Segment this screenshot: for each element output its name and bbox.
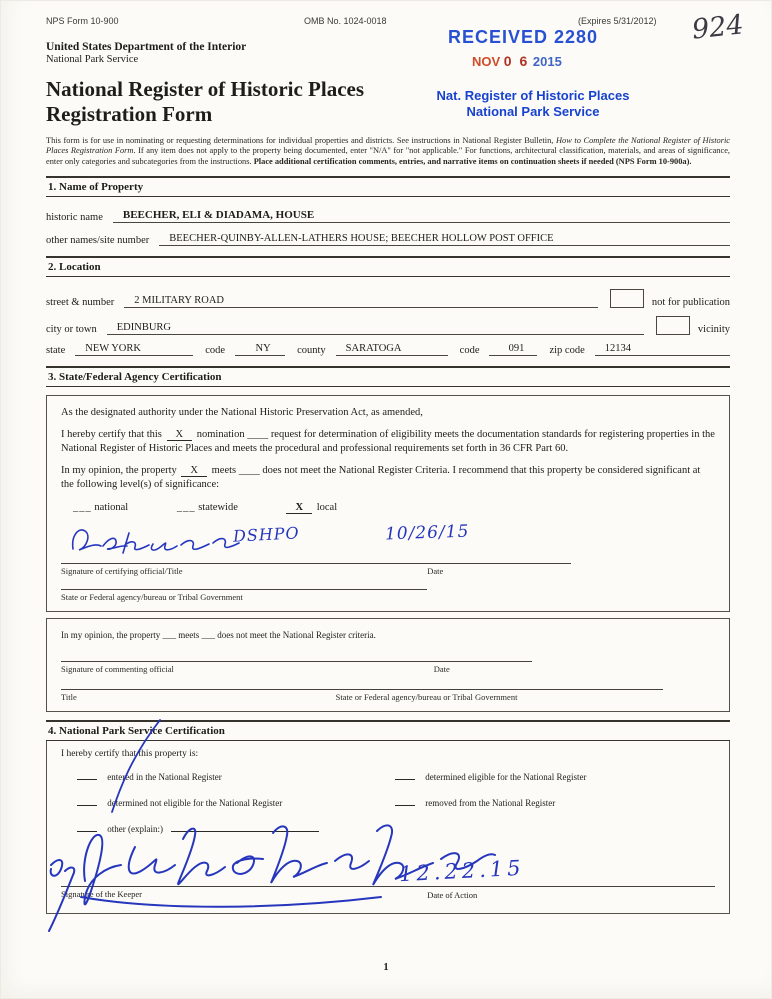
county-code-label: code bbox=[459, 344, 480, 356]
county-value: SARATOGA bbox=[336, 343, 448, 356]
handwritten-certifier-title: DSHPO bbox=[232, 522, 301, 546]
option-other-label: other (explain:) bbox=[107, 823, 163, 834]
city-value: EDINBURG bbox=[107, 322, 644, 335]
section-4 bbox=[46, 720, 730, 914]
certification-statement: I hereby certify that this X nomination ____ request for determination of eligibility meets the documentation standards for registering properties in the National Register of Historic Places and meets the procedural and professional requirements set forth in 36 CFR Part 60. bbox=[61, 428, 715, 455]
zip-label: zip code bbox=[549, 344, 585, 356]
section-1-heading: 1. Name of Property bbox=[46, 176, 730, 197]
expiration-date: (Expires 5/31/2012) bbox=[578, 16, 657, 26]
option-determined-eligible bbox=[395, 771, 715, 782]
other-blank bbox=[77, 823, 97, 832]
not-for-publication-checkbox bbox=[610, 289, 644, 308]
other-names-value: BEECHER-QUINBY-ALLEN-LATHERS HOUSE; BEECHER HOLLOW POST OFFICE bbox=[159, 233, 730, 246]
certifying-official-signature bbox=[69, 523, 244, 561]
state-row bbox=[46, 343, 730, 356]
certifying-signature-area bbox=[61, 521, 715, 563]
form-title-line1: National Register of Historic Places bbox=[46, 77, 365, 101]
other-names-row bbox=[46, 233, 730, 246]
option-determined-not-eligible bbox=[77, 797, 395, 808]
section-4-heading: 4. National Park Service Certification bbox=[46, 720, 730, 741]
statewide-blank: ___ bbox=[176, 501, 196, 513]
determined-eligible-blank bbox=[395, 771, 415, 780]
keeper-signature-label: Signature of the Keeper bbox=[61, 888, 142, 899]
title-label: Title bbox=[61, 691, 77, 702]
county-label: county bbox=[297, 344, 326, 356]
not-for-publication-label: not for publication bbox=[651, 296, 730, 308]
option-removed-label: removed from the National Register bbox=[425, 797, 556, 808]
nr-stamp-line1: Nat. Register of Historic Places bbox=[436, 88, 630, 103]
historic-name-row bbox=[46, 209, 730, 223]
entered-check-blank bbox=[77, 771, 97, 780]
local-x-mark: X bbox=[286, 502, 312, 514]
significance-levels bbox=[61, 502, 715, 513]
other-names-label: other names/site number bbox=[46, 234, 150, 246]
option-entered-label: entered in the National Register bbox=[107, 771, 222, 782]
option-other bbox=[77, 823, 395, 834]
commenting-date-label: Date bbox=[433, 663, 450, 674]
determined-not-eligible-blank bbox=[77, 797, 97, 806]
city-row bbox=[46, 316, 730, 335]
stamp-month: NOV bbox=[472, 54, 501, 69]
signature-commenting-label: Signature of commenting official bbox=[61, 663, 174, 674]
statewide-label: statewide bbox=[198, 501, 238, 513]
state-code-value: NY bbox=[235, 343, 285, 356]
date-of-action-label: Date of Action bbox=[427, 889, 478, 900]
keeper-signature-labels bbox=[61, 886, 715, 907]
commenting-opinion-statement: In my opinion, the property ___ meets ___ does not meet the National Register criteria. bbox=[61, 629, 376, 640]
agency-name: National Park Service bbox=[46, 54, 139, 65]
national-blank: ___ bbox=[73, 501, 92, 513]
removed-blank bbox=[395, 797, 415, 806]
street-value: 2 MILITARY ROAD bbox=[124, 295, 598, 308]
national-label: national bbox=[94, 501, 129, 513]
nr-stamp-line2: National Park Service bbox=[466, 104, 600, 120]
nomination-x-mark: X bbox=[167, 429, 193, 441]
commenting-signature-labels bbox=[61, 662, 715, 675]
date-label: Date bbox=[427, 565, 444, 576]
street-row bbox=[46, 289, 730, 308]
option-removed bbox=[395, 797, 715, 808]
nps-certify-line: I hereby certify that this property is: bbox=[61, 748, 199, 759]
vicinity-label: vicinity bbox=[697, 323, 730, 335]
other-explain-blank bbox=[171, 823, 319, 832]
local-label: local bbox=[316, 501, 338, 513]
state-label: state bbox=[46, 344, 66, 356]
form-meta-bar bbox=[46, 16, 730, 29]
city-label: city or town bbox=[46, 323, 97, 335]
certification-options bbox=[61, 771, 715, 834]
stamp-day: 0 6 bbox=[503, 53, 530, 69]
title-label-row bbox=[61, 690, 715, 703]
signature-official-label: Signature of certifying official/Title bbox=[61, 565, 183, 576]
state-value: NEW YORK bbox=[75, 343, 193, 356]
nps-certification-box bbox=[46, 741, 730, 914]
agency-label: State or Federal agency/bureau or Tribal Government bbox=[61, 591, 243, 602]
handwritten-date-of-action: 12.22.15 bbox=[398, 855, 526, 887]
page-number: 1 bbox=[383, 962, 389, 973]
option-entered bbox=[77, 771, 395, 782]
county-code-value: 091 bbox=[489, 343, 537, 356]
keeper-signature-space bbox=[61, 834, 715, 886]
form-instructions: This form is for use in nominating or requesting determinations for individual properties and districts. See instructions in National Register Bulletin, How to Complete the National Register of Historic Places Registration Form. If any item does not apply to the property being documented, enter "N/A" for "not applicable." For functions, architectural classification, materials, and areas of significance, enter only categories and subcategories from the instructions. Place additional certification comments, entries, and narrative items on continuation sheets if needed (NPS Form 10-900a). bbox=[46, 135, 731, 167]
meets-x-mark: X bbox=[181, 465, 207, 477]
zip-value: 12134 bbox=[595, 343, 730, 356]
department-name: United States Department of the Interior bbox=[46, 41, 247, 53]
historic-name-value: BEECHER, ELI & DIADAMA, HOUSE bbox=[113, 209, 730, 223]
form-title-line2: Registration Form bbox=[46, 101, 213, 126]
opinion-statement: In my opinion, the property X meets ____ does not meet the National Register Criteria. I recommend that this property be considered significant at the following level(s) of significance: bbox=[61, 465, 701, 491]
section-3-heading: 3. State/Federal Agency Certification bbox=[46, 366, 730, 387]
option-determined-not-eligible-label: determined not eligible for the National Register bbox=[107, 797, 283, 808]
historic-name-label: historic name bbox=[46, 211, 103, 223]
option-determined-eligible-label: determined eligible for the National Register bbox=[425, 771, 587, 782]
handwritten-corner-number: 924 bbox=[690, 9, 746, 46]
state-code-label: code bbox=[205, 344, 226, 356]
form-number: NPS Form 10-900 bbox=[46, 16, 119, 26]
vicinity-checkbox bbox=[656, 316, 690, 335]
department-block bbox=[46, 41, 730, 65]
national-register-stamp bbox=[428, 88, 638, 121]
date-received-stamp bbox=[472, 53, 562, 69]
commenting-official-box bbox=[46, 618, 730, 712]
omb-number: OMB No. 1024-0018 bbox=[304, 16, 387, 26]
stamp-year: 2015 bbox=[532, 54, 562, 69]
commenting-agency-label: State or Federal agency/bureau or Tribal Government bbox=[335, 691, 518, 702]
handwritten-certifier-date: 10/26/15 bbox=[384, 521, 470, 545]
agency-label-row bbox=[61, 590, 715, 603]
state-certification-box bbox=[46, 395, 730, 612]
authority-statement: As the designated authority under the National Historic Preservation Act, as amended, bbox=[61, 406, 423, 418]
certifying-signature-labels bbox=[61, 564, 715, 577]
street-label: street & number bbox=[46, 296, 115, 308]
received-stamp: RECEIVED 2280 bbox=[448, 27, 599, 47]
section-2-heading: 2. Location bbox=[46, 256, 730, 277]
